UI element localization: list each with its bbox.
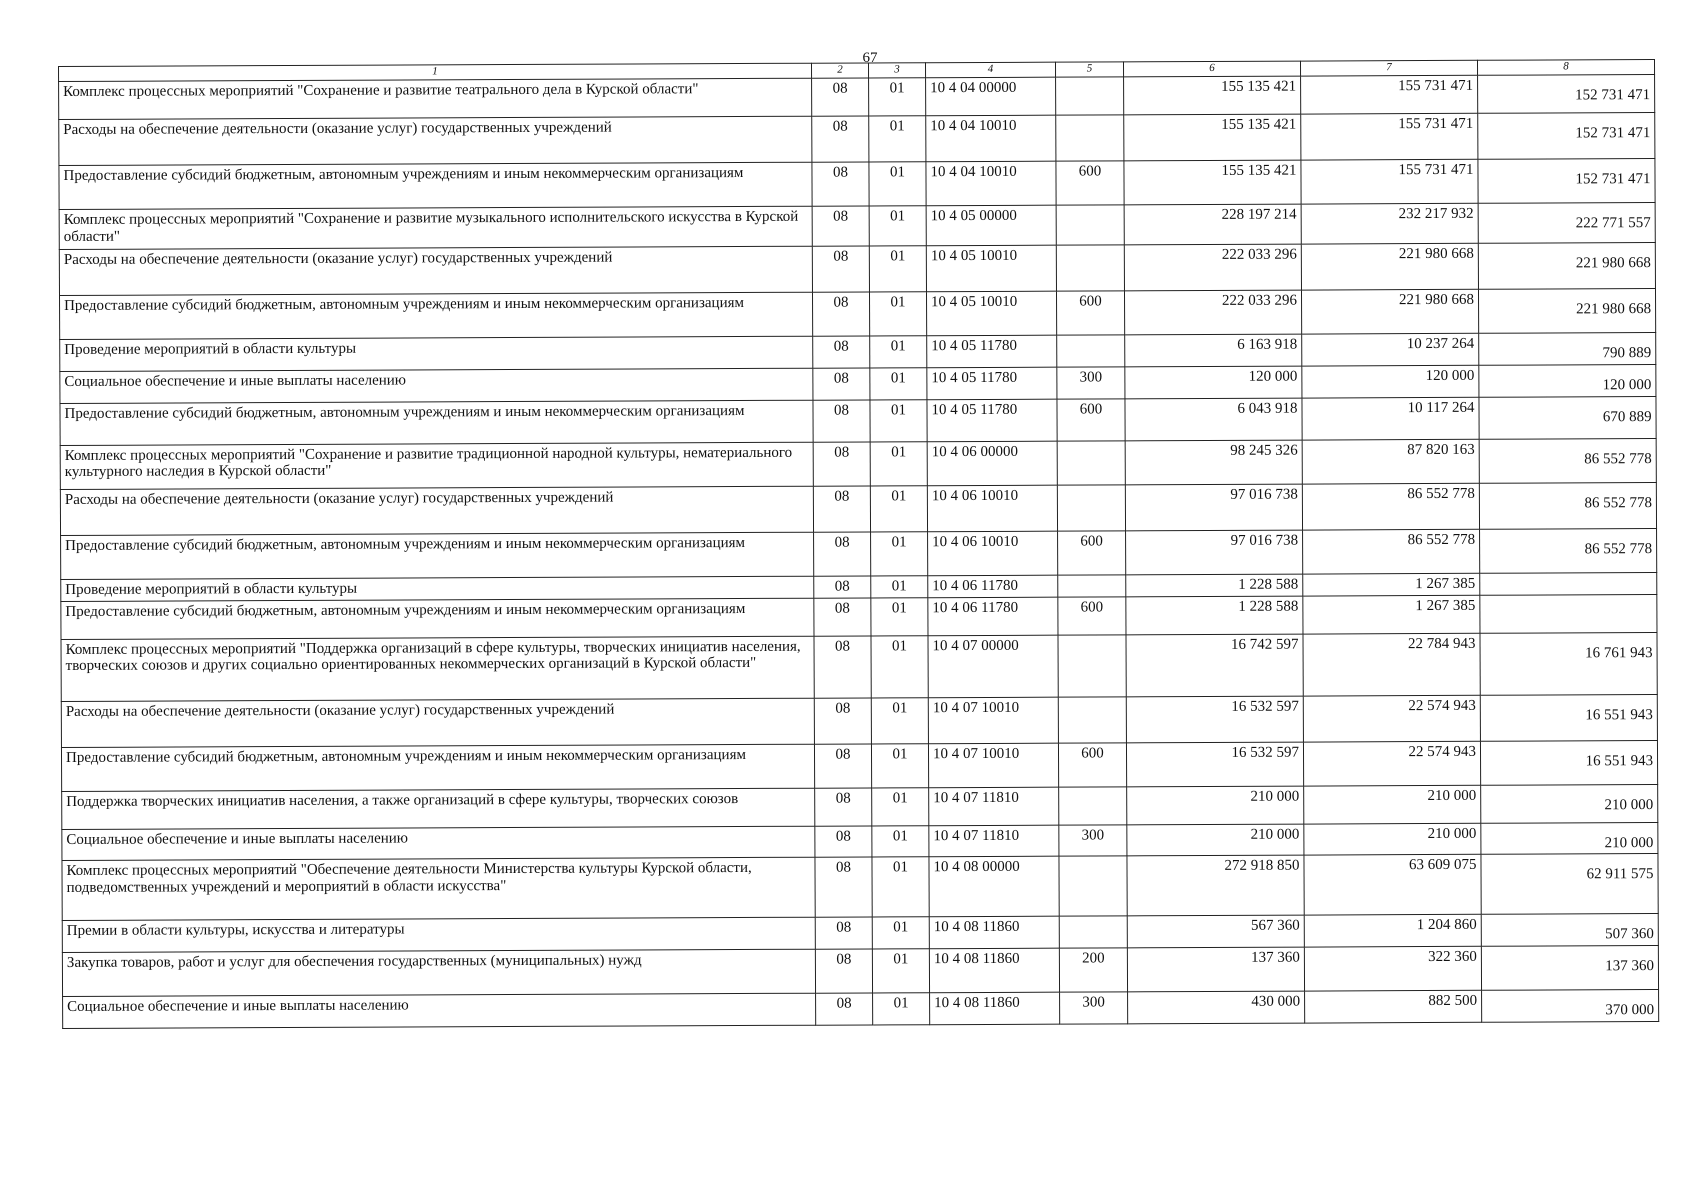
expense-type-code: 600 [1058,530,1126,574]
row-name: Закупка товаров, работ и услуг для обеспечения государственных (муниципальных) нужд [62,949,815,996]
expense-type-code [1059,786,1127,824]
amount-col-7: 155 731 471 [1301,75,1478,114]
amount-col-7: 10 237 264 [1302,333,1479,366]
amount-col-8: 210 000 [1481,784,1658,823]
amount-col-7: 120 000 [1302,365,1479,398]
target-article-code: 10 4 05 11780 [927,367,1057,399]
amount-col-7: 22 784 943 [1303,633,1480,696]
amount-col-7: 155 731 471 [1301,159,1478,204]
amount-col-8: 152 731 471 [1478,113,1655,160]
row-name: Премии в области культуры, искусства и литературы [62,918,815,953]
budget-table [58,59,1659,1029]
row-name: Предоставление субсидий бюджетным, автономным учреждениям и иным некоммерческим организациям [60,400,813,445]
amount-col-6: 97 016 738 [1126,530,1303,575]
table-row [62,946,1658,997]
column-number: 6 [1123,61,1300,77]
subsection-code: 01 [872,949,929,993]
row-name: Предоставление субсидий бюджетным, автономным учреждениям и иным некоммерческим организациям [61,598,814,639]
expense-type-code [1058,634,1126,696]
amount-col-6: 6 043 918 [1125,398,1302,441]
column-number: 3 [868,63,925,78]
section-code: 08 [815,917,872,949]
expense-type-code [1059,916,1127,948]
row-name: Расходы на обеспечение деятельности (оказание услуг) государственных учреждений [61,698,814,747]
target-article-code: 10 4 08 11860 [929,948,1059,993]
table-row [59,243,1655,296]
table-row [61,694,1657,747]
amount-col-7: 1 267 385 [1303,595,1480,634]
subsection-code: 01 [869,292,926,336]
expense-type-code [1057,440,1125,484]
row-name: Социальное обеспечение и иные выплаты населению [63,993,816,1028]
table-row [61,740,1657,791]
amount-col-8: 152 731 471 [1478,75,1655,114]
amount-col-6: 16 532 597 [1126,742,1303,787]
target-article-code: 10 4 06 11780 [928,597,1058,636]
subsection-code: 01 [869,116,926,162]
table-row [63,990,1659,1029]
row-name: Расходы на обеспечение деятельности (оказание услуг) государственных учреждений [60,486,813,535]
amount-col-7: 10 117 264 [1302,397,1479,440]
subsection-code: 01 [870,441,927,485]
table-row [60,438,1656,489]
section-code: 08 [812,116,869,162]
amount-col-8: 86 552 778 [1480,528,1657,573]
target-article-code: 10 4 08 11860 [930,992,1060,1024]
target-article-code: 10 4 05 11780 [927,335,1057,367]
target-article-code: 10 4 06 11780 [928,575,1058,598]
amount-col-7: 882 500 [1305,990,1482,1023]
subsection-code: 01 [871,743,928,787]
budget-sheet [58,59,1658,1029]
row-name: Проведение мероприятий в области культуры [61,576,814,601]
target-article-code: 10 4 08 00000 [929,857,1059,918]
column-number: 7 [1300,60,1477,76]
expense-type-code: 600 [1056,291,1124,335]
amount-col-7: 86 552 778 [1303,529,1480,574]
section-code: 08 [813,336,870,368]
expense-type-code [1059,856,1127,916]
section-code: 08 [814,576,871,598]
section-code: 08 [812,206,869,246]
row-name: Социальное обеспечение и иные выплаты населению [62,826,815,861]
subsection-code: 01 [873,993,930,1025]
amount-col-8: 86 552 778 [1479,482,1656,529]
subsection-code: 01 [871,597,928,635]
table-row [62,854,1658,921]
target-article-code: 10 4 06 10010 [928,531,1058,576]
expense-type-code [1057,335,1125,367]
amount-col-6: 430 000 [1128,991,1305,1024]
row-name: Комплекс процессных мероприятий "Поддержка организаций в сфере культуры, творческих инициатив населения, творческих союзов и других социально ориентированных некоммерческих организаций в Курской области" [61,636,814,701]
target-article-code: 10 4 05 11780 [927,399,1057,442]
expense-type-code [1056,115,1124,161]
section-code: 08 [816,993,873,1025]
amount-col-6: 155 135 421 [1124,76,1301,115]
subsection-code: 01 [869,206,926,246]
target-article-code: 10 4 07 00000 [928,635,1058,698]
amount-col-8: 790 889 [1479,333,1656,366]
amount-col-6: 97 016 738 [1125,484,1302,531]
amount-col-6: 98 245 326 [1125,440,1302,485]
amount-col-6: 210 000 [1127,824,1304,857]
column-number: 5 [1055,62,1123,77]
amount-col-8: 221 980 668 [1478,289,1655,334]
target-article-code: 10 4 07 10010 [928,697,1058,744]
row-name: Комплекс процессных мероприятий "Сохранение и развитие традиционной народной культуры, нематериального культурного наследия в Курской области" [60,442,813,489]
target-article-code: 10 4 04 10010 [926,115,1056,162]
amount-col-8: 370 000 [1482,990,1659,1023]
amount-col-6: 222 033 296 [1124,290,1301,335]
expense-type-code: 200 [1059,948,1127,992]
amount-col-7: 155 731 471 [1301,113,1478,160]
amount-col-8: 507 360 [1481,914,1658,947]
row-name: Комплекс процессных мероприятий "Сохранение и развитие музыкального исполнительского искусства в Курской области" [59,206,812,249]
section-code: 08 [814,598,871,636]
amount-col-8: 16 551 943 [1480,694,1657,741]
subsection-code: 01 [872,787,929,825]
expense-type-code: 300 [1057,367,1125,399]
amount-col-8: 62 911 575 [1481,854,1658,915]
target-article-code: 10 4 05 00000 [926,205,1056,246]
amount-col-6: 6 163 918 [1125,334,1302,367]
amount-col-8: 222 771 557 [1478,203,1655,244]
amount-col-8 [1480,594,1657,633]
table-row [60,289,1656,340]
row-name: Расходы на обеспечение деятельности (оказание услуг) государственных учреждений [59,246,812,295]
expense-type-code: 600 [1058,596,1126,634]
row-name: Расходы на обеспечение деятельности (оказание услуг) государственных учреждений [59,116,812,165]
column-number: 8 [1477,60,1654,76]
expense-type-code [1057,484,1125,530]
row-name: Поддержка творческих инициатив населения, а также организаций в сфере культуры, творческих союзов [62,788,815,829]
row-name: Предоставление субсидий бюджетным, автономным учреждениям и иным некоммерческим организациям [61,744,814,791]
subsection-code: 01 [870,368,927,400]
subsection-code: 01 [871,531,928,575]
target-article-code: 10 4 05 10010 [926,245,1056,292]
amount-col-8 [1480,572,1657,595]
subsection-code: 01 [872,857,929,917]
amount-col-7: 232 217 932 [1301,203,1478,244]
amount-col-7: 63 609 075 [1304,855,1481,916]
amount-col-6: 272 918 850 [1127,855,1304,916]
amount-col-8: 670 889 [1479,396,1656,439]
amount-col-7: 210 000 [1304,823,1481,856]
row-name: Предоставление субсидий бюджетным, автономным учреждениям и иным некоммерческим организациям [59,162,812,209]
table-row [60,482,1656,535]
amount-col-6: 137 360 [1127,947,1304,992]
amount-col-7: 1 204 860 [1304,915,1481,948]
subsection-code: 01 [869,78,926,116]
amount-col-7: 221 980 668 [1301,243,1478,290]
amount-col-8: 16 551 943 [1480,740,1657,785]
section-code: 08 [813,400,870,442]
subsection-code: 01 [872,917,929,949]
amount-col-6: 1 228 588 [1126,596,1303,635]
subsection-code: 01 [869,246,926,292]
target-article-code: 10 4 07 11810 [929,787,1059,826]
target-article-code: 10 4 08 11860 [929,917,1059,949]
column-number: 4 [925,62,1055,78]
section-code: 08 [814,532,871,576]
row-name: Комплекс процессных мероприятий "Сохранение и развитие театрального дела в Курской области" [59,78,812,119]
amount-col-8: 152 731 471 [1478,159,1655,204]
section-code: 08 [813,442,870,486]
expense-type-code [1056,77,1124,115]
section-code: 08 [815,826,872,858]
table-row [59,159,1655,210]
expense-type-code: 600 [1056,161,1124,205]
section-code: 08 [815,788,872,826]
table-row [59,203,1655,250]
section-code: 08 [813,486,870,532]
section-code: 08 [813,368,870,400]
target-article-code: 10 4 07 11810 [929,825,1059,857]
amount-col-8: 137 360 [1481,946,1658,991]
amount-col-6: 155 135 421 [1124,160,1301,205]
row-name: Предоставление субсидий бюджетным, автономным учреждениям и иным некоммерческим организациям [60,292,813,339]
subsection-code: 01 [870,336,927,368]
section-code: 08 [812,292,869,336]
subsection-code: 01 [871,575,928,597]
amount-col-6: 567 360 [1127,915,1304,948]
table-row [61,528,1657,579]
row-name: Социальное обеспечение и иные выплаты населению [60,368,813,403]
expense-type-code [1058,574,1126,596]
expense-type-code [1056,205,1124,245]
section-code: 08 [815,857,872,917]
row-name: Комплекс процессных мероприятий "Обеспечение деятельности Министерства культуры Курской области, подведомственных учреждений и мероприятий в области искусства" [62,858,815,921]
target-article-code: 10 4 07 10010 [928,743,1058,788]
amount-col-8: 86 552 778 [1479,438,1656,483]
amount-col-8: 210 000 [1481,822,1658,855]
amount-col-8: 16 761 943 [1480,632,1657,695]
table-body [59,60,1659,1029]
column-number: 1 [59,63,812,81]
target-article-code: 10 4 05 10010 [926,291,1056,336]
target-article-code: 10 4 06 10010 [927,485,1057,532]
amount-col-7: 22 574 943 [1303,741,1480,786]
amount-col-7: 210 000 [1304,785,1481,824]
expense-type-code: 600 [1058,742,1126,786]
section-code: 08 [814,698,871,744]
amount-col-7: 86 552 778 [1302,483,1479,530]
amount-col-6: 222 033 296 [1124,244,1301,291]
section-code: 08 [814,744,871,788]
subsection-code: 01 [872,825,929,857]
expense-type-code: 300 [1060,992,1128,1024]
amount-col-6: 228 197 214 [1124,204,1301,245]
target-article-code: 10 4 06 00000 [927,441,1057,486]
amount-col-6: 210 000 [1127,786,1304,825]
row-name: Предоставление субсидий бюджетным, автономным учреждениям и иным некоммерческим организациям [61,532,814,579]
amount-col-8: 120 000 [1479,364,1656,397]
expense-type-code: 300 [1059,824,1127,856]
table-row [61,632,1657,701]
expense-type-code [1056,245,1124,291]
amount-col-6: 120 000 [1125,366,1302,399]
target-article-code: 10 4 04 10010 [926,161,1056,206]
table-row [59,113,1655,166]
section-code: 08 [812,246,869,292]
section-code: 08 [814,636,871,698]
amount-col-7: 1 267 385 [1303,573,1480,596]
target-article-code: 10 4 04 00000 [926,77,1056,116]
subsection-code: 01 [871,697,928,743]
subsection-code: 01 [870,485,927,531]
amount-col-7: 221 980 668 [1301,289,1478,334]
amount-col-6: 1 228 588 [1126,574,1303,597]
subsection-code: 01 [870,399,927,441]
page-number: 67 [862,50,878,66]
amount-col-7: 22 574 943 [1303,695,1480,742]
expense-type-code [1058,696,1126,742]
section-code: 08 [812,78,869,116]
amount-col-6: 16 532 597 [1126,696,1303,743]
expense-type-code: 600 [1057,398,1125,440]
row-name: Проведение мероприятий в области культуры [60,336,813,371]
amount-col-8: 221 980 668 [1478,243,1655,290]
amount-col-6: 155 135 421 [1124,114,1301,161]
subsection-code: 01 [869,162,926,206]
section-code: 08 [815,949,872,993]
amount-col-6: 16 742 597 [1126,634,1303,697]
section-code: 08 [812,162,869,206]
amount-col-7: 87 820 163 [1302,439,1479,484]
subsection-code: 01 [871,635,928,697]
column-number: 2 [811,63,868,78]
table-row [60,396,1656,445]
amount-col-7: 322 360 [1304,946,1481,991]
